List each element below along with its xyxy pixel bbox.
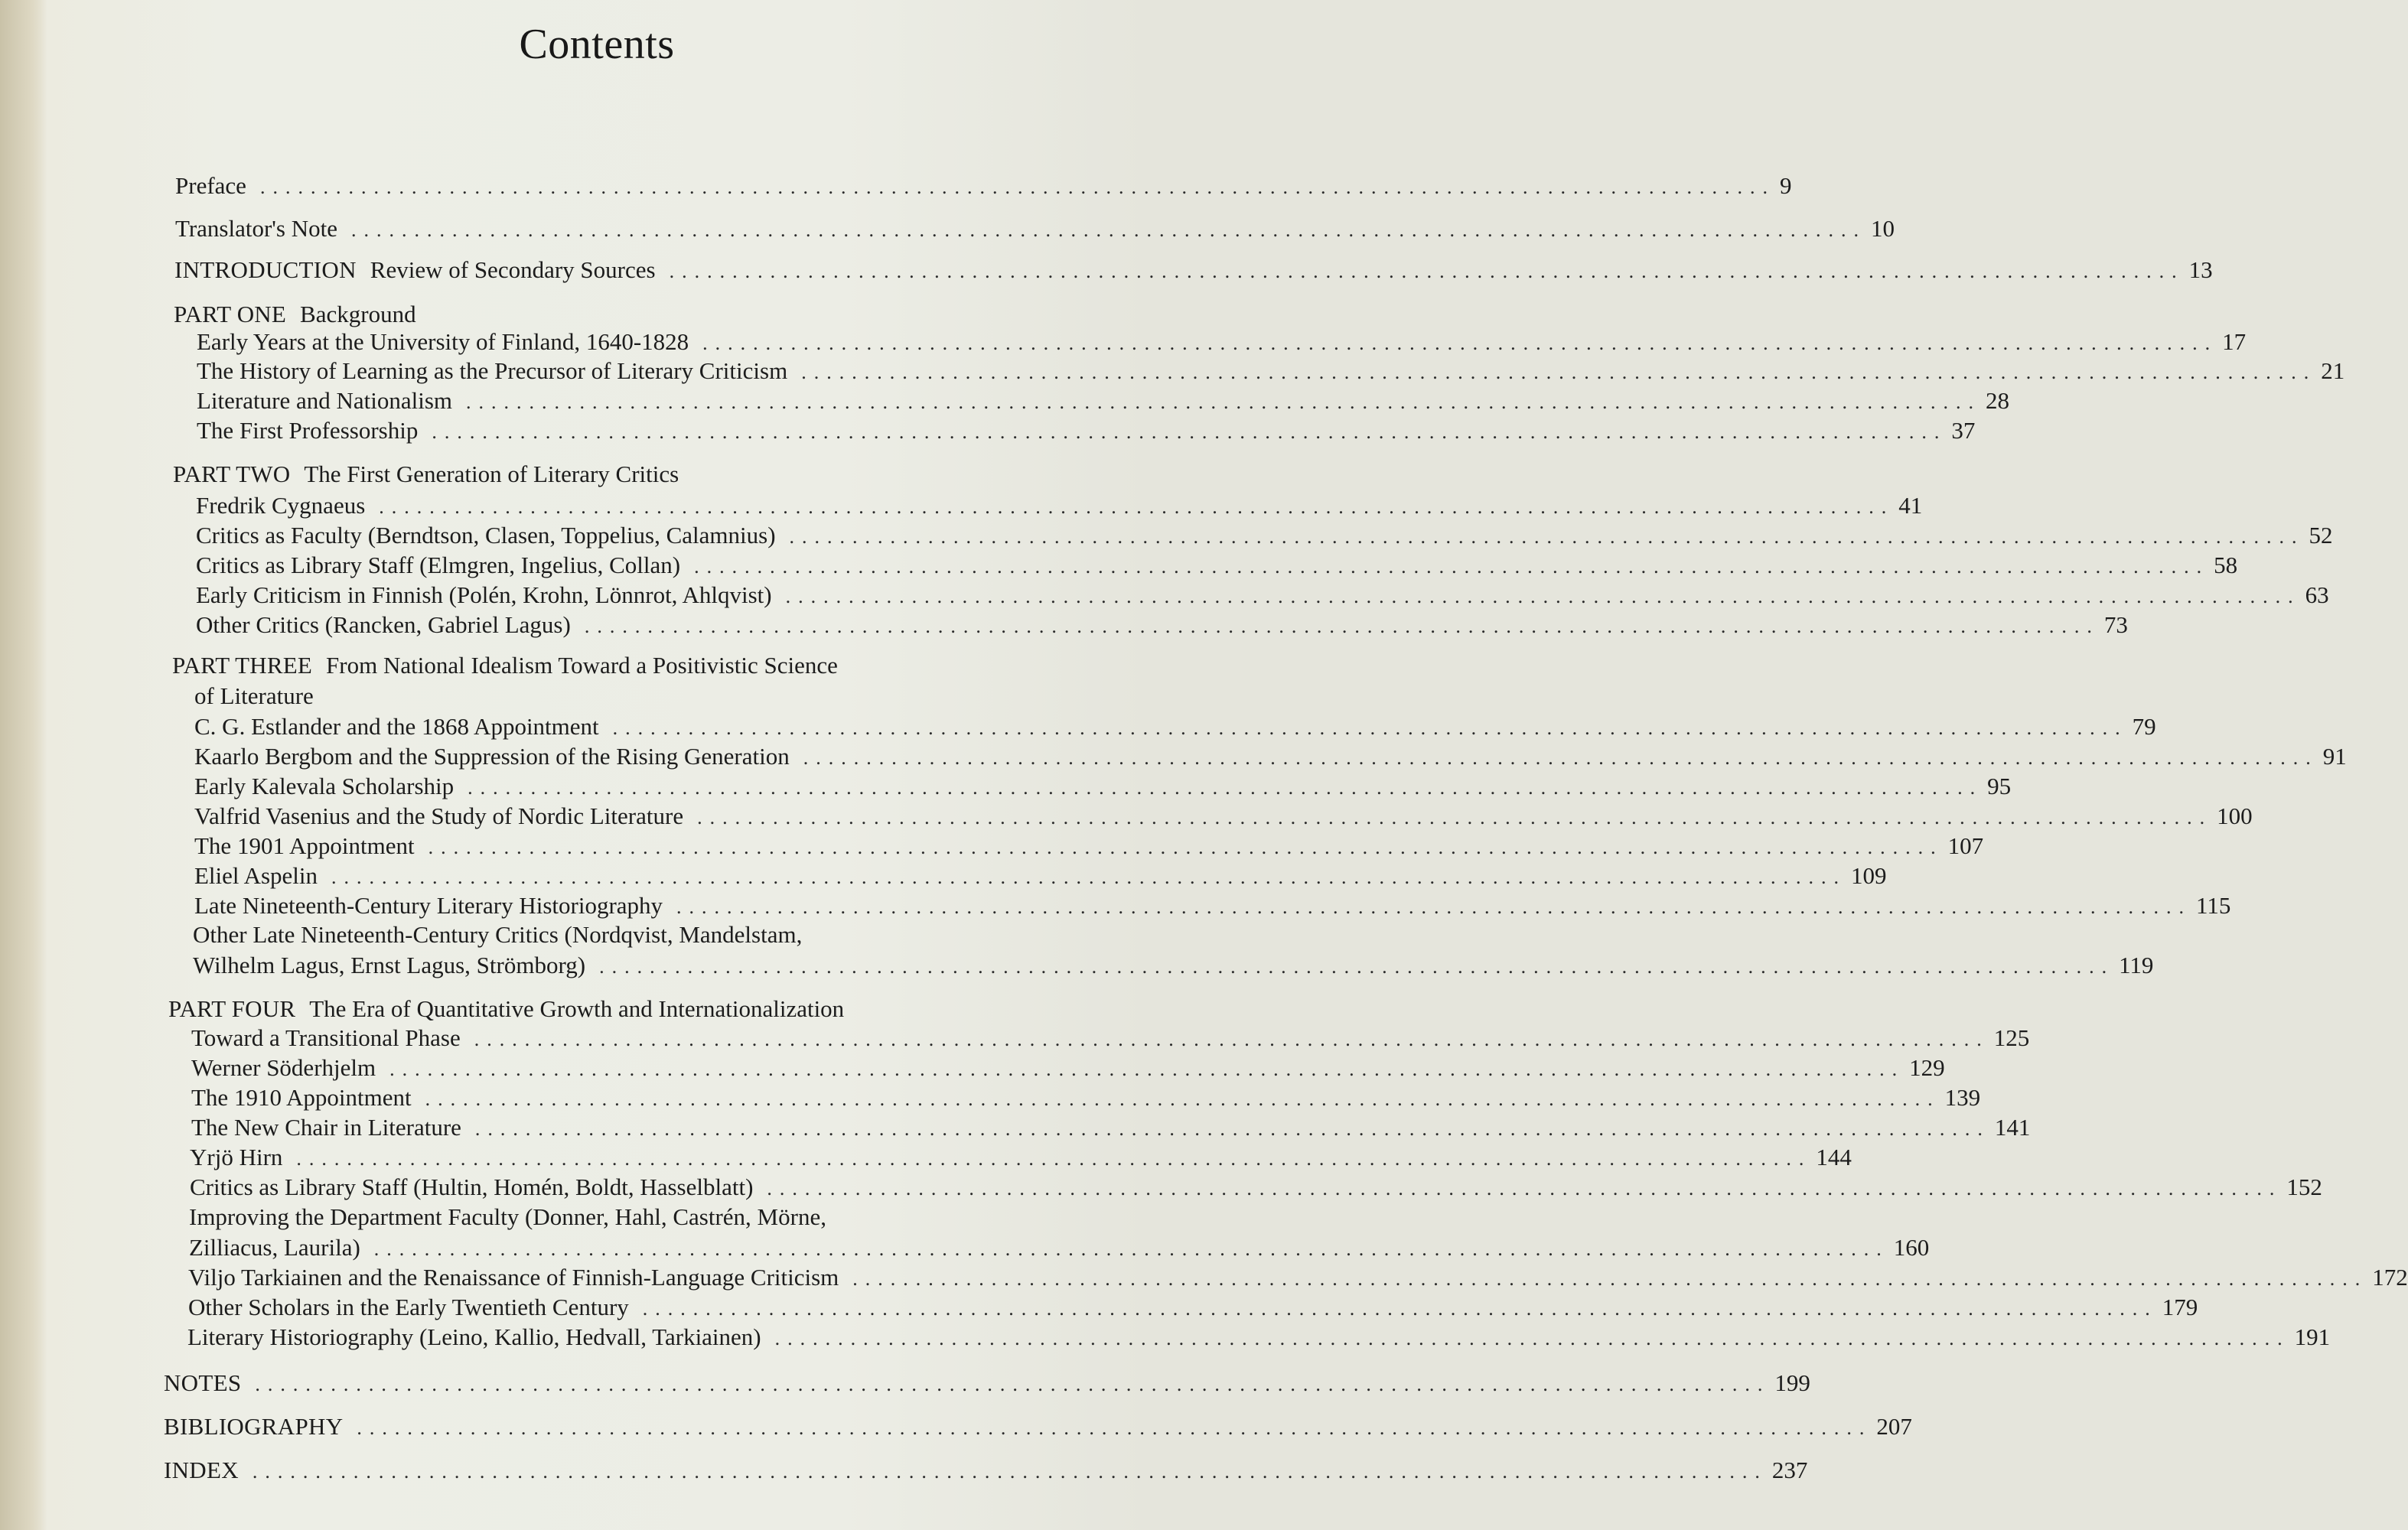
entry-page: 63 <box>2305 581 2329 608</box>
part-heading-two <box>173 460 679 489</box>
entry-label: Zilliacus, Laurila) <box>189 1234 360 1261</box>
dot-leader: ........................................................................................................................ <box>852 1268 2368 1290</box>
entry-label: Critics as Library Staff (Elmgren, Ingelius, Collan) <box>196 552 681 578</box>
entry-label: The First Professorship <box>197 417 419 444</box>
entry-page: 139 <box>1944 1084 1981 1111</box>
toc-entry-first-line: Improving the Department Faculty (Donner, Hahl, Castrén, Mörne, <box>189 1203 826 1230</box>
entry-page: 17 <box>2222 328 2247 355</box>
entry-label: Early Years at the University of Finland, 1640-1828 <box>197 328 689 355</box>
page-title: Contents <box>519 21 675 68</box>
entry-page: 179 <box>2162 1294 2198 1320</box>
entry-page: 119 <box>2119 952 2154 978</box>
dot-leader: ........................................................................................................................ <box>694 555 2210 578</box>
toc-entry-index <box>164 1456 1808 1486</box>
entry-label: The New Chair in Literature <box>191 1114 461 1141</box>
part-title: The First Generation of Literary Critics <box>304 461 679 487</box>
entry-page: 199 <box>1774 1369 1810 1396</box>
part-title: From National Idealism Toward a Positivistic Science <box>326 652 838 679</box>
entry-label: NOTES <box>164 1369 242 1396</box>
dot-leader: ........................................................................................................................ <box>296 1148 1812 1170</box>
dot-leader: ........................................................................................................................ <box>767 1177 2283 1200</box>
entry-label: Literary Historiography (Leino, Kallio, Hedvall, Tarkiainen) <box>187 1323 761 1350</box>
dot-leader: ........................................................................................................................ <box>350 219 1866 241</box>
entry-page: 107 <box>1947 832 1984 859</box>
entry-page: 58 <box>2214 552 2238 578</box>
dot-leader: ........................................................................................................................ <box>373 1238 1889 1260</box>
toc-entry <box>194 891 2231 922</box>
section-label: INTRODUCTION <box>174 256 357 283</box>
part-heading-three <box>172 651 838 680</box>
entry-page: 141 <box>1994 1114 2031 1141</box>
toc-entry <box>189 1233 1930 1264</box>
entry-label: INDEX <box>164 1457 239 1483</box>
entry-label: The History of Learning as the Precursor of Literary Criticism <box>197 357 788 384</box>
entry-page: 160 <box>1893 1234 1930 1261</box>
entry-label: Other Scholars in the Early Twentieth Century <box>188 1294 629 1320</box>
entry-label: Literature and Nationalism <box>197 387 452 414</box>
part-title: The Era of Quantitative Growth and Internationalization <box>309 995 845 1022</box>
toc-entry <box>196 521 2333 552</box>
dot-leader: ........................................................................................................................ <box>584 615 2100 637</box>
entry-page: 28 <box>1986 387 2009 414</box>
toc-entry-translators-note <box>175 214 1895 245</box>
toc-entry-first-line: Other Late Nineteenth-Century Critics (Nordqvist, Mandelstam, <box>193 921 803 948</box>
entry-label: Early Kalevala Scholarship <box>194 773 455 799</box>
entry-label: Translator's Note <box>175 215 337 242</box>
part-label: PART ONE <box>174 301 287 327</box>
toc-entry <box>191 1083 1981 1114</box>
entry-page: 41 <box>1898 492 1923 519</box>
toc-entry <box>191 1053 1945 1084</box>
entry-label: Critics as Faculty (Berndtson, Clasen, Toppelius, Calamnius) <box>196 522 776 549</box>
entry-page: 109 <box>1851 862 1887 889</box>
entry-label: Yrjö Hirn <box>190 1144 283 1170</box>
entry-label: Critics as Library Staff (Hultin, Homén, Boldt, Hasselblatt) <box>190 1174 754 1200</box>
entry-label: Fredrik Cygnaeus <box>196 492 366 519</box>
toc-entry <box>191 1024 2030 1054</box>
entry-label: C. G. Estlander and the 1868 Appointment <box>194 713 599 740</box>
toc-entry <box>190 1173 2322 1203</box>
entry-page: 144 <box>1816 1144 1852 1170</box>
dot-leader: ........................................................................................................................ <box>389 1058 1905 1080</box>
entry-page: 237 <box>1771 1457 1808 1483</box>
dot-leader: ........................................................................................................................ <box>379 496 1895 518</box>
toc-entry <box>194 742 2347 773</box>
toc-entry <box>187 1323 2331 1353</box>
entry-label: Preface <box>175 172 246 199</box>
entry-page: 207 <box>1876 1413 1912 1440</box>
entry-label: Other Critics (Rancken, Gabriel Lagus) <box>196 611 571 638</box>
dot-leader: ........................................................................................................................ <box>432 421 1947 443</box>
dot-leader: ........................................................................................................................ <box>676 896 2192 918</box>
dot-leader: ........................................................................................................................ <box>612 717 2128 739</box>
entry-page: 129 <box>1909 1054 1945 1081</box>
dot-leader: ........................................................................................................................ <box>428 836 1944 858</box>
entry-label: Werner Söderhjelm <box>191 1054 376 1081</box>
entry-label: The 1910 Appointment <box>191 1084 412 1111</box>
entry-page: 9 <box>1779 172 1792 199</box>
dot-leader: ........................................................................................................................ <box>466 391 1981 413</box>
entry-page: 37 <box>1951 417 1976 444</box>
toc-entry-preface <box>175 171 1792 202</box>
toc-entry <box>194 712 2156 743</box>
entry-page: 13 <box>2188 256 2213 283</box>
dot-leader: ........................................................................................................................ <box>774 1327 2290 1349</box>
part-label: PART FOUR <box>168 995 296 1022</box>
toc-entry <box>197 327 2247 358</box>
entry-page: 152 <box>2286 1174 2322 1200</box>
toc-entry-bibliography <box>164 1412 1912 1443</box>
dot-leader: ........................................................................................................................ <box>789 526 2305 548</box>
toc-entry <box>194 802 2253 832</box>
entry-page: 10 <box>1870 215 1895 242</box>
toc-entry <box>197 356 2345 387</box>
toc-entry <box>196 551 2238 581</box>
part-title: Background <box>300 301 416 327</box>
dot-leader: ........................................................................................................................ <box>669 260 2185 282</box>
entry-label: The 1901 Appointment <box>194 832 415 859</box>
entry-label: Kaarlo Bergbom and the Suppression of the Rising Generation <box>194 743 790 770</box>
dot-leader: ........................................................................................................................ <box>255 1373 1771 1395</box>
toc-entry <box>194 861 1887 892</box>
toc-entry <box>193 951 2154 981</box>
entry-label: Viljo Tarkiainen and the Renaissance of Finnish-Language Criticism <box>188 1264 839 1291</box>
dot-leader: ........................................................................................................................ <box>785 585 2301 607</box>
entry-page: 91 <box>2322 743 2347 770</box>
entry-label: Early Criticism in Finnish (Polén, Krohn, Lönnrot, Ahlqvist) <box>196 581 772 608</box>
dot-leader: ........................................................................................................................ <box>803 747 2318 769</box>
toc-entry <box>196 491 1923 522</box>
toc-entry <box>191 1113 2031 1144</box>
entry-label: BIBLIOGRAPHY <box>164 1413 344 1440</box>
dot-leader: ........................................................................................................................ <box>801 361 2317 383</box>
toc-entry <box>188 1263 2408 1294</box>
toc-entry <box>197 386 2009 417</box>
toc-entry <box>188 1293 2198 1323</box>
toc-entry <box>197 416 1976 447</box>
entry-page: 125 <box>1993 1024 2030 1051</box>
part-heading-three-continued: of Literature <box>194 682 314 709</box>
dot-leader: ........................................................................................................................ <box>599 955 2115 978</box>
toc-entry <box>196 581 2329 611</box>
dot-leader: ........................................................................................................................ <box>468 776 1983 799</box>
dot-leader: ........................................................................................................................ <box>642 1297 2158 1320</box>
dot-leader: ........................................................................................................................ <box>259 176 1775 198</box>
toc-entry <box>194 772 2012 802</box>
entry-page: 191 <box>2294 1323 2331 1350</box>
entry-page: 73 <box>2103 611 2128 638</box>
entry-label: Toward a Transitional Phase <box>191 1024 461 1051</box>
toc-entry <box>194 832 1984 862</box>
dot-leader: ........................................................................................................................ <box>252 1460 1768 1483</box>
entry-label: Eliel Aspelin <box>194 862 318 889</box>
part-heading-one <box>174 300 416 329</box>
entry-label: Late Nineteenth-Century Literary Historiography <box>194 892 663 919</box>
part-label: PART THREE <box>172 652 313 679</box>
dot-leader: ........................................................................................................................ <box>474 1118 1990 1140</box>
entry-page: 95 <box>1987 773 2012 799</box>
toc-entry <box>196 610 2128 641</box>
entry-page: 100 <box>2217 802 2253 829</box>
entry-page: 52 <box>2309 522 2333 549</box>
part-label: PART TWO <box>173 461 291 487</box>
dot-leader: ........................................................................................................................ <box>702 332 2218 354</box>
toc-entry-notes <box>164 1369 1810 1399</box>
dot-leader: ........................................................................................................................ <box>697 806 2213 828</box>
dot-leader: ........................................................................................................................ <box>474 1028 1989 1050</box>
entry-page: 79 <box>2132 713 2156 740</box>
entry-label: Wilhelm Lagus, Ernst Lagus, Strömborg) <box>193 952 586 978</box>
entry-label: Review of Secondary Sources <box>370 256 656 283</box>
dot-leader: ........................................................................................................................ <box>425 1088 1940 1110</box>
part-heading-four <box>168 994 844 1024</box>
toc-entry-introduction <box>174 256 2213 286</box>
entry-label: Valfrid Vasenius and the Study of Nordic Literature <box>194 802 684 829</box>
entry-page: 115 <box>2196 892 2231 919</box>
entry-page: 21 <box>2321 357 2345 384</box>
dot-leader: ........................................................................................................................ <box>357 1417 1872 1439</box>
toc-entry <box>190 1143 1852 1174</box>
dot-leader: ........................................................................................................................ <box>331 866 1847 888</box>
entry-page: 172 <box>2372 1264 2408 1291</box>
